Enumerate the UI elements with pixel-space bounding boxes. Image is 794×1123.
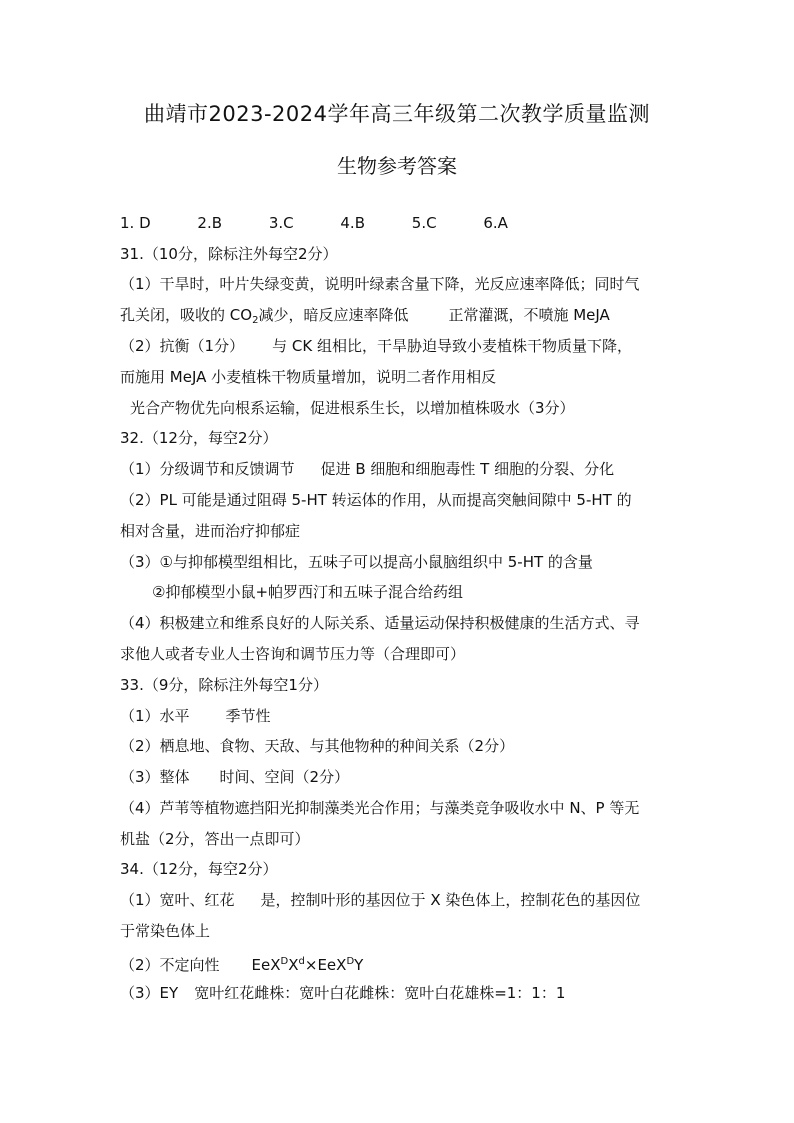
q32-part2-line2: 相对含量，进而治疗抑郁症 xyxy=(120,522,301,540)
q33-part3-answer2: 时间、空间（2分） xyxy=(219,768,350,786)
co2-subscript: 2 xyxy=(252,315,259,326)
q34-heading: 34.（12分，每空2分） xyxy=(120,860,278,878)
q32-part4-line1: （4）积极建立和维系良好的人际关系、适量运动保持积极健康的生活方式、寻 xyxy=(120,614,640,632)
q31-heading: 31.（10分，除标注外每空2分） xyxy=(120,245,338,263)
q34-part3-answer1: （3）EY xyxy=(120,984,179,1002)
q34-part2-genotype: $EeX^DX^d\times EeX^DY$ xyxy=(251,956,364,974)
q31-part2-line2: 而施用 MeJA 小麦植株干物质量增加，说明二者作用相反 xyxy=(120,368,497,386)
mc-answer: 5.C xyxy=(411,214,437,232)
q33-part4-line2: 机盐（2分，答出一点即可） xyxy=(120,830,310,848)
q34-part2-answer1: （2）不定向性 xyxy=(120,956,220,974)
q31-part1-line2 xyxy=(120,305,610,331)
mc-answer: 1. D xyxy=(120,214,151,232)
q33-part3 xyxy=(120,767,349,787)
mc-answer: 2.B xyxy=(197,214,223,232)
q34-part2 xyxy=(120,952,363,975)
q31-part2-line3: 光合产物优先向根系运输，促进根系生长，以增加植株吸水（3分） xyxy=(130,399,575,417)
q32-part1-answer2: 促进 B 细胞和细胞毒性 T 细胞的分裂、分化 xyxy=(320,460,615,478)
mc-answer: 6.A xyxy=(483,214,508,232)
q32-part1 xyxy=(120,459,614,479)
mc-answer: 3.C xyxy=(268,214,294,232)
q32-part2-line1: （2）PL 可能是通过阻碍 5-HT 转运体的作用，从而提高突触间隙中 5-HT 的 xyxy=(120,491,632,509)
q31-part1-line1: （1）干旱时，叶片失绿变黄，说明叶绿素含量下降，光反应速率降低；同时气 xyxy=(120,275,640,293)
q32-heading: 32.（12分，每空2分） xyxy=(120,429,278,447)
q32-part3-line2: ②抑郁模型小鼠+帕罗西汀和五味子混合给药组 xyxy=(152,583,464,601)
q34-part1-answer2: 是，控制叶形的基因位于 X 染色体上，控制花色的基因位 xyxy=(260,891,641,909)
mc-answers xyxy=(120,213,508,233)
q33-part4-line1: （4）芦苇等植物遮挡阳光抑制藻类光合作用；与藻类竞争吸收水中 N、P 等无 xyxy=(120,799,640,817)
q31-part1-text: 孔关闭，吸收的 CO xyxy=(120,306,253,324)
q33-part1-answer2: 季节性 xyxy=(225,707,271,725)
q32-part1-answer1: （1）分级调节和反馈调节 xyxy=(120,460,295,478)
document-title: 曲靖市2023-2024学年高三年级第二次教学质量监测 xyxy=(144,102,650,126)
document-subtitle: 生物参考答案 xyxy=(337,154,457,178)
q33-part3-answer1: （3）整体 xyxy=(120,768,190,786)
q33-part2: （2）栖息地、食物、天敌、与其他物种的种间关系（2分） xyxy=(120,737,515,755)
q34-part1-line1 xyxy=(120,890,640,910)
q31-part1-answer2: 正常灌溉，不喷施 MeJA xyxy=(448,306,610,324)
q31-part2-answer1: （2）抗衡（1分） xyxy=(120,337,245,355)
q34-part3 xyxy=(120,983,565,1003)
q31-part1-text-cont: 减少，暗反应速率降低 xyxy=(258,306,409,324)
q34-part1-answer1: （1）宽叶、红花 xyxy=(120,891,235,909)
q34-part3-answer2: 宽叶红花雌株：宽叶白花雌株：宽叶白花雄株=1：1：1 xyxy=(194,984,566,1002)
q33-heading: 33.（9分，除标注外每空1分） xyxy=(120,676,328,694)
q31-part2-answer2: 与 CK 组相比，干旱胁迫导致小麦植株干物质量下降， xyxy=(272,337,632,355)
q32-part3-line1: （3）①与抑郁模型组相比，五味子可以提高小鼠脑组织中 5-HT 的含量 xyxy=(120,553,593,571)
q32-part4-line2: 求他人或者专业人士咨询和调节压力等（合理即可） xyxy=(120,645,466,663)
q33-part1 xyxy=(120,706,271,726)
q34-part1-line2: 于常染色体上 xyxy=(120,922,211,940)
mc-answer: 4.B xyxy=(340,214,365,232)
q31-part2-line1 xyxy=(120,336,632,356)
q33-part1-answer1: （1）水平 xyxy=(120,707,190,725)
